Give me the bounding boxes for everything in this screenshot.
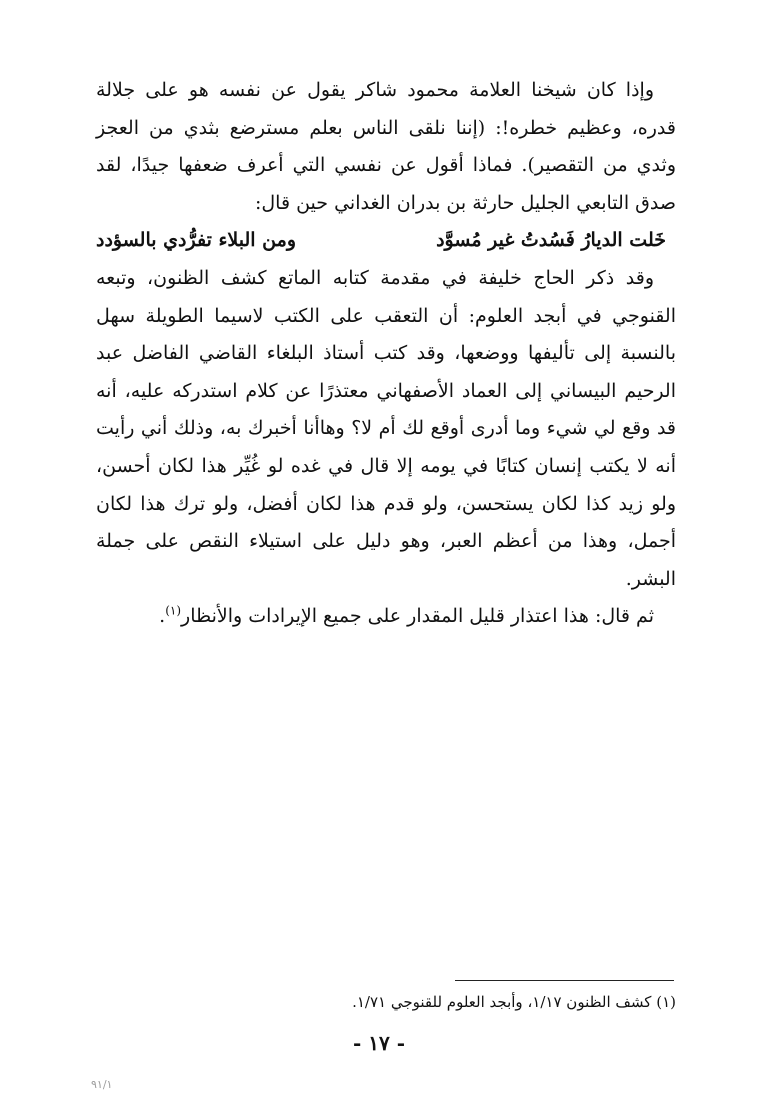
verse-second-hemistich: ومن البلاء تفرُّدي بالسؤدد xyxy=(96,229,297,252)
paragraph-closing-text: ثم قال: هذا اعتذار قليل المقدار على جميع الإيرادات والأنظار xyxy=(181,605,654,628)
paragraph-closing: ثم قال: هذا اعتذار قليل المقدار على جميع الإيرادات والأنظار$^{(١)}$. xyxy=(159,603,654,628)
footnote: (١) كشف الظنون ١/١٧، وأبجد العلوم للقنوجي ١/٧١. xyxy=(352,993,676,1011)
footnote-separator xyxy=(455,980,674,981)
page-number: - ١٧ - xyxy=(352,1031,405,1055)
paragraph-intro: وإذا كان شيخنا العلامة محمود شاكر يقول عن نفسه هو على جلالة قدره، وعظيم خطره!: (إننا نلقى الناس بعلم مسترضع بثدي من العجز وثدي من التقصير). فماذا أقول عن نفسي التي أعرف ضعفها جيدًا، لقد صدق التابعي الجليل حارثة بن بدران الغداني حين قال: xyxy=(96,79,676,214)
paragraph-quote: وقد ذكر الحاج خليفة في مقدمة كتابه الماتع كشف الظنون، وتبعه القنوجي في أبجد العلوم: أن التعقب على الكتب لاسيما الطويلة سهل بالنسبة إلى تأليفها ووضعها، وقد كتب أستاذ البلغاء القاضي الفاضل عبد الرحيم البيساني إلى العماد الأصفهاني معتذرًا عن كلام استدركه عليه، أنه قد وقع لي شيء وما أدرى أوقع لك أم لا؟ وهاأنا أخبرك به، وذلك أني رأيت أنه لا يكتب إنسان كتابًا في يومه إلا قال في غده لو غُيِّر هذا لكان أحسن، ولو زيد كذا لكان يستحسن، ولو قدم هذا لكان أفضل، ولو ترك هذا لكان أجمل، وهذا من أعظم العبر، وهو دليل على استيلاء النقص على جملة البشر. xyxy=(96,266,676,590)
footnote-reference: (١) xyxy=(165,603,182,618)
corner-mark: ٩١/١ xyxy=(91,1078,113,1091)
poetry-verse xyxy=(96,222,676,260)
verse-first-hemistich: خَلت الديارُ فَسُدتُ غير مُسوَّد xyxy=(436,229,666,252)
main-text xyxy=(96,72,676,636)
